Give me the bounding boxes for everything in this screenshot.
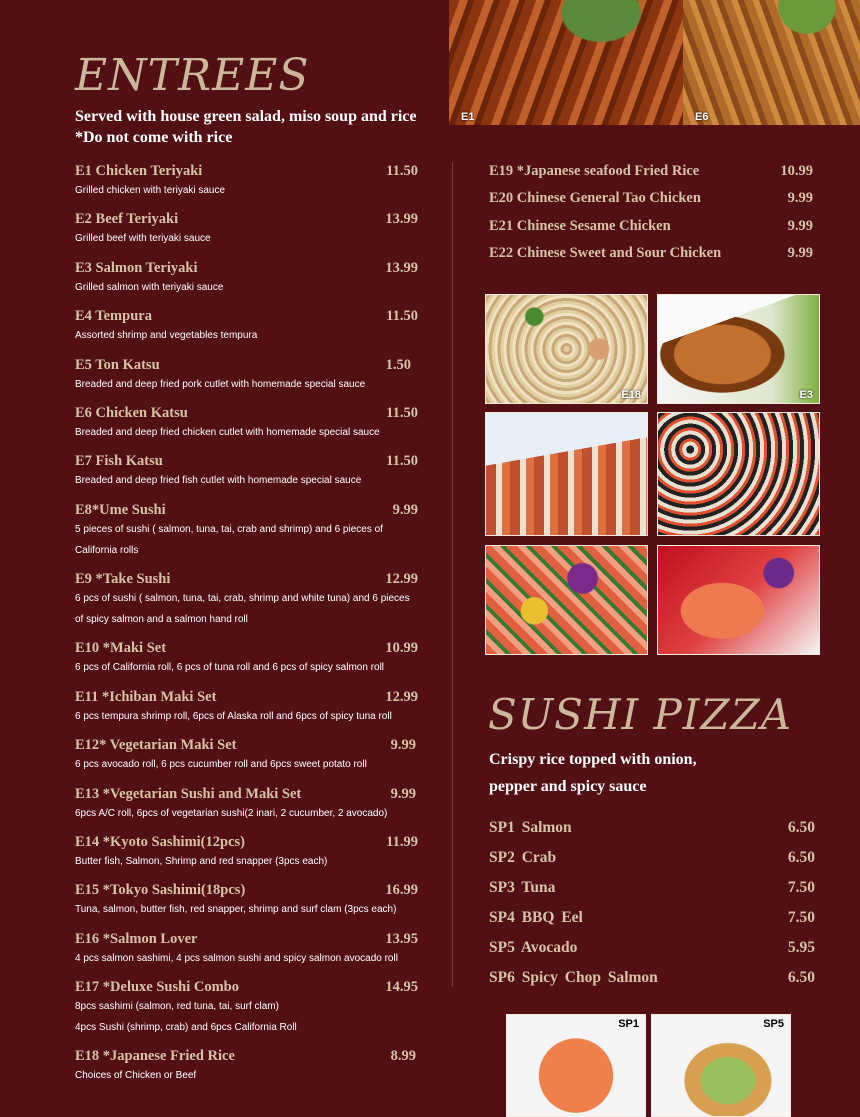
item-description: of spicy salmon and a salmon hand roll	[75, 614, 248, 625]
item-name: E8*Ume Sushi	[75, 502, 166, 518]
item-description: 4 pcs salmon sashimi, 4 pcs salmon sushi and spicy salmon avocado roll	[75, 953, 398, 964]
item-name: E19 *Japanese seafood Fried Rice	[489, 163, 700, 179]
menu-item-e17	[75, 978, 420, 1038]
item-price: 16.99	[385, 882, 418, 898]
item-description: California rolls	[75, 545, 139, 556]
menu-item-sp3	[489, 878, 817, 898]
entrees-subtitle-line: Served with house green salad, miso soup and rice	[75, 108, 417, 125]
entrees-subtitle-note: *Do not come with rice	[75, 129, 233, 146]
item-name: E14 *Kyoto Sashimi(12pcs)	[75, 834, 245, 850]
menu-item-e9	[75, 570, 420, 630]
item-name: SP4 BBQ Eel	[489, 909, 583, 926]
item-description: 6 pcs avocado roll, 6 pcs cucumber roll and 6pcs sweet potato roll	[75, 759, 367, 770]
item-description: 4pcs Sushi (shrimp, crab) and 6pcs California Roll	[75, 1022, 297, 1033]
menu-item-e21	[489, 217, 815, 235]
item-name: SP1 Salmon	[489, 819, 572, 836]
photo-sashimi	[657, 545, 820, 655]
menu-item-e2	[75, 210, 420, 249]
item-description: Breaded and deep fried pork cutlet with homemade special sauce	[75, 379, 366, 390]
item-price: 12.99	[385, 571, 418, 587]
menu-item-e18	[75, 1047, 420, 1086]
menu-item-e7	[75, 452, 420, 491]
item-name: E20 Chinese General Tao Chicken	[489, 190, 701, 206]
item-description: Grilled beef with teriyaki sauce	[75, 233, 211, 244]
item-description: 8pcs sashimi (salmon, red tuna, tai, surf clam)	[75, 1001, 279, 1012]
photo-label: SP1	[618, 1018, 639, 1030]
menu-item-e20	[489, 189, 815, 207]
item-price: 9.99	[390, 737, 416, 753]
photo-salmon-pizza	[506, 1014, 646, 1117]
column-divider	[452, 162, 453, 987]
item-price: 1.50	[385, 357, 411, 373]
item-name: E17 *Deluxe Sushi Combo	[75, 979, 239, 995]
sushi-pizza-subtitle-line: Crispy rice topped with onion,	[489, 751, 697, 768]
item-name: E13 *Vegetarian Sushi and Maki Set	[75, 786, 302, 802]
menu-item-e13	[75, 785, 420, 824]
photo-avocado-pizza	[651, 1014, 791, 1117]
item-name: E7 Fish Katsu	[75, 453, 163, 469]
item-name: E9 *Take Sushi	[75, 571, 171, 587]
item-description: Assorted shrimp and vegetables tempura	[75, 330, 258, 341]
menu-item-sp4	[489, 908, 817, 928]
menu-item-e10	[75, 639, 420, 678]
item-price: 6.50	[787, 819, 815, 836]
menu-item-e19	[489, 162, 815, 180]
item-price: 11.50	[386, 163, 418, 179]
photo-chicken-teriyaki	[449, 0, 683, 125]
menu-item-e11	[75, 688, 420, 727]
item-price: 9.99	[390, 786, 416, 802]
item-description: 6 pcs of California roll, 6 pcs of tuna roll and 6 pcs of spicy salmon roll	[75, 662, 385, 673]
photo-chicken-katsu	[683, 0, 860, 125]
photo-sashimi-platter	[485, 545, 648, 655]
item-price: 11.50	[386, 405, 418, 421]
item-price: 13.99	[385, 260, 418, 276]
item-description: Butter fish, Salmon, Shrimp and red snapper (3pcs each)	[75, 856, 328, 867]
item-name: E6 Chicken Katsu	[75, 405, 188, 421]
item-price: 13.95	[385, 931, 418, 947]
item-price: 13.99	[385, 211, 418, 227]
item-price: 9.99	[787, 190, 813, 206]
item-name: E4 Tempura	[75, 308, 152, 324]
photo-salmon-teriyaki	[657, 294, 820, 404]
menu-item-sp1	[489, 818, 817, 838]
item-price: 6.50	[787, 969, 815, 986]
menu-item-e15	[75, 881, 420, 920]
photo-label: E3	[799, 389, 813, 401]
item-name: SP2 Crab	[489, 849, 557, 866]
item-price: 5.95	[787, 939, 815, 956]
photo-fried-rice	[485, 294, 648, 404]
item-price: 10.99	[780, 163, 813, 179]
item-price: 6.50	[787, 849, 815, 866]
item-price: 14.95	[385, 979, 418, 995]
item-description: Choices of Chicken or Beef	[75, 1070, 197, 1081]
item-price: 7.50	[787, 879, 815, 896]
item-description: Tuna, salmon, butter fish, red snapper, shrimp and surf clam (3pcs each)	[75, 904, 397, 915]
item-name: SP5 Avocado	[489, 939, 578, 956]
menu-item-e16	[75, 930, 420, 969]
item-price: 11.99	[386, 834, 418, 850]
menu-item-e4	[75, 307, 420, 346]
item-name: E16 *Salmon Lover	[75, 931, 198, 947]
item-description: 6 pcs of sushi ( salmon, tuna, tai, crab, shrimp and white tuna) and 6 pieces	[75, 593, 410, 604]
item-price: 11.50	[386, 453, 418, 469]
item-price: 12.99	[385, 689, 418, 705]
item-price: 9.99	[787, 218, 813, 234]
item-name: E10 *Maki Set	[75, 640, 167, 656]
item-name: E12* Vegetarian Maki Set	[75, 737, 237, 753]
photo-label: E18	[621, 389, 641, 401]
item-description: 6pcs A/C roll, 6pcs of vegetarian sushi(2 inari, 2 cucumber, 2 avocado)	[75, 808, 388, 819]
entrees-subtitle	[75, 106, 445, 148]
item-name: E2 Beef Teriyaki	[75, 211, 179, 227]
menu-item-e22	[489, 244, 815, 262]
item-name: E22 Chinese Sweet and Sour Chicken	[489, 245, 722, 261]
item-price: 7.50	[787, 909, 815, 926]
item-price: 9.99	[787, 245, 813, 261]
item-price: 8.99	[390, 1048, 416, 1064]
menu-item-e8	[75, 501, 420, 561]
item-description: Grilled chicken with teriyaki sauce	[75, 185, 226, 196]
menu-item-e12	[75, 736, 420, 775]
item-description: 5 pieces of sushi ( salmon, tuna, tai, crab and shrimp) and 6 pieces of	[75, 524, 383, 535]
item-name: E11 *Ichiban Maki Set	[75, 689, 217, 705]
menu-item-e5	[75, 356, 420, 395]
item-name: E3 Salmon Teriyaki	[75, 260, 198, 276]
menu-item-sp6	[489, 968, 817, 988]
menu-item-e3	[75, 259, 420, 298]
sushi-pizza-title: SUSHI PIZZA	[488, 690, 793, 739]
menu-item-e6	[75, 404, 420, 443]
sushi-pizza-subtitle	[489, 746, 789, 800]
item-description: Grilled salmon with teriyaki sauce	[75, 282, 224, 293]
item-name: E5 Ton Katsu	[75, 357, 160, 373]
entrees-title: ENTREES	[75, 50, 310, 101]
sushi-pizza-subtitle-line: pepper and spicy sauce	[489, 778, 647, 795]
menu-item-e1	[75, 162, 420, 201]
item-name: E18 *Japanese Fried Rice	[75, 1048, 235, 1064]
photo-maki-rolls	[657, 412, 820, 536]
photo-sushi-boat	[485, 412, 648, 536]
photo-label: SP5	[763, 1018, 784, 1030]
menu-item-e14	[75, 833, 420, 872]
item-price: 10.99	[385, 640, 418, 656]
item-description: Breaded and deep fried fish cutlet with homemade special sauce	[75, 475, 362, 486]
item-name: E1 Chicken Teriyaki	[75, 163, 203, 179]
menu-item-sp2	[489, 848, 817, 868]
photo-label: E1	[461, 111, 475, 123]
item-name: E21 Chinese Sesame Chicken	[489, 218, 671, 234]
photo-label: E6	[695, 111, 709, 123]
item-name: E15 *Tokyo Sashimi(18pcs)	[75, 882, 246, 898]
menu-item-sp5	[489, 938, 817, 958]
item-description: 6 pcs tempura shrimp roll, 6pcs of Alaska roll and 6pcs of spicy tuna roll	[75, 711, 392, 722]
item-price: 11.50	[386, 308, 418, 324]
item-name: SP3 Tuna	[489, 879, 556, 896]
item-description: Breaded and deep fried chicken cutlet with homemade special sauce	[75, 427, 380, 438]
item-name: SP6 Spicy Chop Salmon	[489, 969, 658, 986]
item-price: 9.99	[392, 502, 418, 518]
